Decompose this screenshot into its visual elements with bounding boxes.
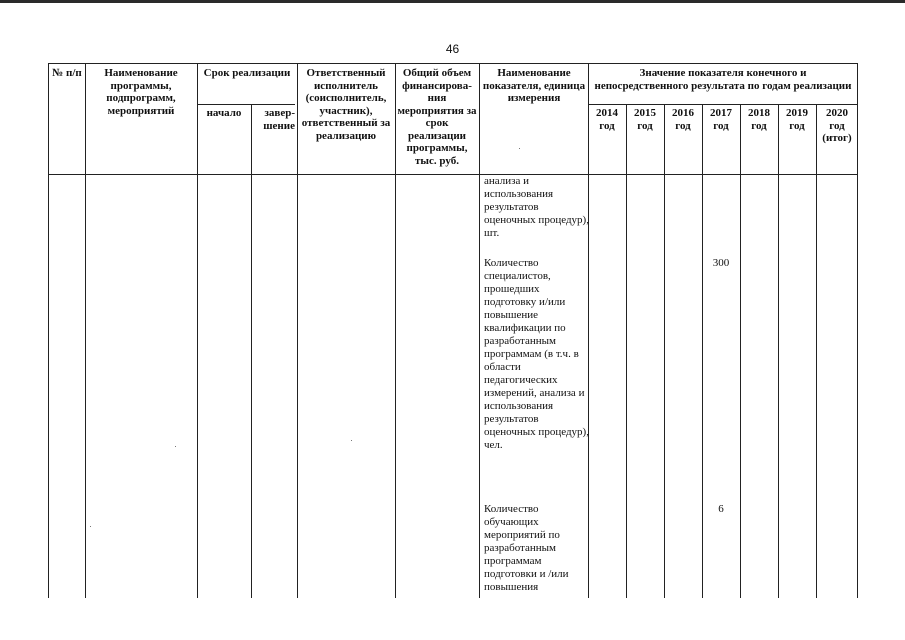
page-number: 46	[445, 42, 460, 56]
header-term-end: завер-шение	[263, 107, 295, 132]
scan-speck	[90, 526, 91, 527]
value-2017: 6	[718, 503, 724, 515]
header-num: № п/п	[52, 67, 82, 79]
year-unit: год	[751, 119, 767, 132]
col-line	[778, 104, 779, 598]
year-header	[627, 107, 663, 132]
year-label: 2020	[826, 107, 848, 119]
year-unit: год	[599, 119, 615, 132]
col-line	[297, 64, 298, 598]
scan-speck	[175, 446, 176, 447]
header-funding: Общий объем финансирова-ния мероприятия за срок реализации программы, тыс. руб.	[397, 67, 477, 167]
year-unit: год	[713, 119, 729, 132]
header-term-start: начало	[206, 107, 242, 119]
header-term: Срок реализации	[203, 67, 291, 79]
col-line	[626, 104, 627, 598]
col-line	[395, 64, 396, 598]
year-unit: год (итог)	[822, 119, 852, 144]
scan-speck	[519, 148, 520, 149]
col-line	[251, 104, 252, 598]
year-header	[817, 107, 857, 145]
col-line	[479, 64, 480, 598]
indicator-text: анализа и использования результатов оценочных процедур), шт.	[484, 175, 589, 239]
col-line	[740, 104, 741, 598]
scan-speck	[351, 440, 352, 441]
year-label: 2014	[596, 107, 618, 119]
year-unit: год	[789, 119, 805, 132]
header-executor: Ответственный исполнитель (соисполнитель, участник), ответственный за реализацию	[301, 67, 391, 142]
header-name: Наименование программы, подпрограмм, мероприятий	[104, 67, 178, 117]
year-label: 2016	[672, 107, 694, 119]
year-header	[665, 107, 701, 132]
year-label: 2017	[710, 107, 732, 119]
indicator-text: Количество специалистов, прошедших подготовку и/или повышение квалификации по разработанным программам (в т.ч. в области педагогических измерений, анализа и использования результатов оценочных процедур), чел.	[484, 257, 589, 451]
value-2017: 300	[712, 257, 730, 269]
scan-top-edge	[0, 0, 905, 3]
col-line	[197, 64, 198, 598]
year-header	[589, 107, 625, 132]
year-header	[779, 107, 815, 132]
header-indicator: Наименование показателя, единица измерения	[482, 67, 586, 104]
col-line	[702, 104, 703, 598]
row-line	[588, 104, 857, 105]
col-line	[816, 104, 817, 598]
year-header	[741, 107, 777, 132]
year-label: 2015	[634, 107, 656, 119]
year-unit: год	[675, 119, 691, 132]
header-values: Значение показателя конечного и непосредственного результата по годам реализации	[594, 67, 852, 92]
header-bottom-line	[49, 174, 857, 175]
indicator-table	[48, 63, 858, 598]
year-label: 2019	[786, 107, 808, 119]
year-label: 2018	[748, 107, 770, 119]
year-header	[703, 107, 739, 132]
indicator-text: Количество обучающих мероприятий по разработанным программам подготовки и /или повышения	[484, 503, 569, 593]
year-unit: год	[637, 119, 653, 132]
col-line	[85, 64, 86, 598]
col-line	[664, 104, 665, 598]
row-line	[197, 104, 295, 105]
